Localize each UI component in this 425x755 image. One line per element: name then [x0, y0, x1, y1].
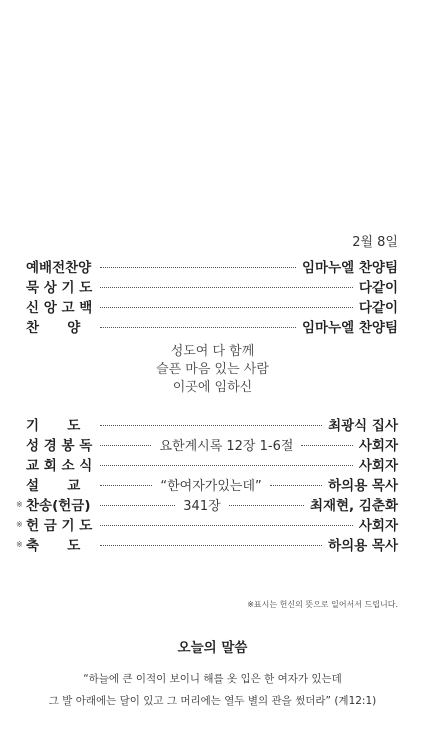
dotted-leader	[301, 445, 352, 446]
order-leader-name: 임마누엘 찬양팀	[302, 260, 398, 276]
standing-mark: ※	[16, 539, 23, 549]
dotted-leader	[100, 445, 151, 446]
dotted-leader	[100, 327, 296, 328]
order-label: 성 경 봉 독	[26, 438, 93, 454]
order-row-scripture	[16, 434, 398, 454]
order-label: 찬 양	[26, 320, 81, 336]
order-leader-name: 사회자	[358, 518, 398, 534]
order-label: 기 도	[26, 418, 81, 434]
dotted-leader	[229, 505, 304, 506]
order-leader-name: 사회자	[358, 458, 398, 474]
dotted-leader	[100, 465, 353, 466]
order-row-offering-prayer	[16, 514, 398, 534]
standing-note: ※표시는 헌신의 뜻으로 일어서서 드립니다.	[247, 600, 398, 609]
dotted-leader	[100, 287, 353, 288]
order-row-hymn	[16, 316, 398, 336]
order-row-prayer	[16, 414, 398, 434]
order-leader-name: 하의용 목사	[328, 478, 399, 494]
standing-mark: ※	[16, 499, 23, 509]
order-label: 신 앙 고 백	[26, 300, 93, 316]
order-row-announcements	[16, 454, 398, 474]
dotted-leader	[100, 545, 322, 546]
verse-line: 그 발 아래에는 달이 있고 그 머리에는 열두 별의 관을 썼더라” (계12:1)	[48, 695, 377, 707]
order-label: 헌 금 기 도	[26, 518, 93, 534]
order-row-silent-prayer	[16, 276, 398, 296]
order-label: 묵 상 기 도	[26, 280, 93, 296]
order-row-confession	[16, 296, 398, 316]
order-row-benediction	[16, 534, 398, 554]
order-row-sermon	[16, 474, 398, 494]
sermon-title: “한여자가있는데”	[160, 478, 262, 494]
order-row-offering-hymn	[16, 494, 398, 514]
hymn-line: 성도여 다 함께	[170, 344, 255, 359]
dotted-leader	[100, 307, 353, 308]
dotted-leader	[100, 525, 353, 526]
order-leader-name: 최광식 집사	[328, 418, 398, 434]
order-leader-name: 사회자	[358, 438, 399, 454]
order-label: 축 도	[26, 538, 81, 554]
dotted-leader	[100, 485, 152, 486]
order-label: 찬송(헌금)	[26, 498, 91, 514]
service-date: 2월 8일	[352, 235, 398, 250]
hymn-line: 슬픈 마음 있는 사람	[156, 362, 269, 377]
hymn-line: 이곳에 임하신	[172, 380, 253, 395]
order-leader-name: 다같이	[358, 280, 398, 296]
verse-line: “하늘에 큰 이적이 보이니 해를 옷 입은 한 여자가 있는데	[83, 673, 342, 685]
hymn-number: 341장	[183, 498, 221, 514]
standing-mark: ※	[16, 519, 23, 529]
order-row-praise	[16, 256, 398, 276]
dotted-leader	[270, 485, 322, 486]
order-leader-name: 다같이	[358, 300, 398, 316]
order-label: 예배전찬양	[26, 260, 92, 276]
dotted-leader	[100, 425, 322, 426]
order-leader-name: 임마누엘 찬양팀	[302, 320, 398, 336]
order-leader-name: 최재현, 김춘화	[309, 498, 399, 514]
order-label: 교 회 소 식	[26, 458, 93, 474]
word-of-day-title: 오늘의 말씀	[177, 640, 248, 656]
order-leader-name: 하의용 목사	[328, 538, 398, 554]
dotted-leader	[100, 505, 175, 506]
dotted-leader	[100, 267, 296, 268]
scripture-reference: 요한계시록 12장 1-6절	[159, 438, 294, 454]
order-label: 설 교	[26, 478, 81, 494]
